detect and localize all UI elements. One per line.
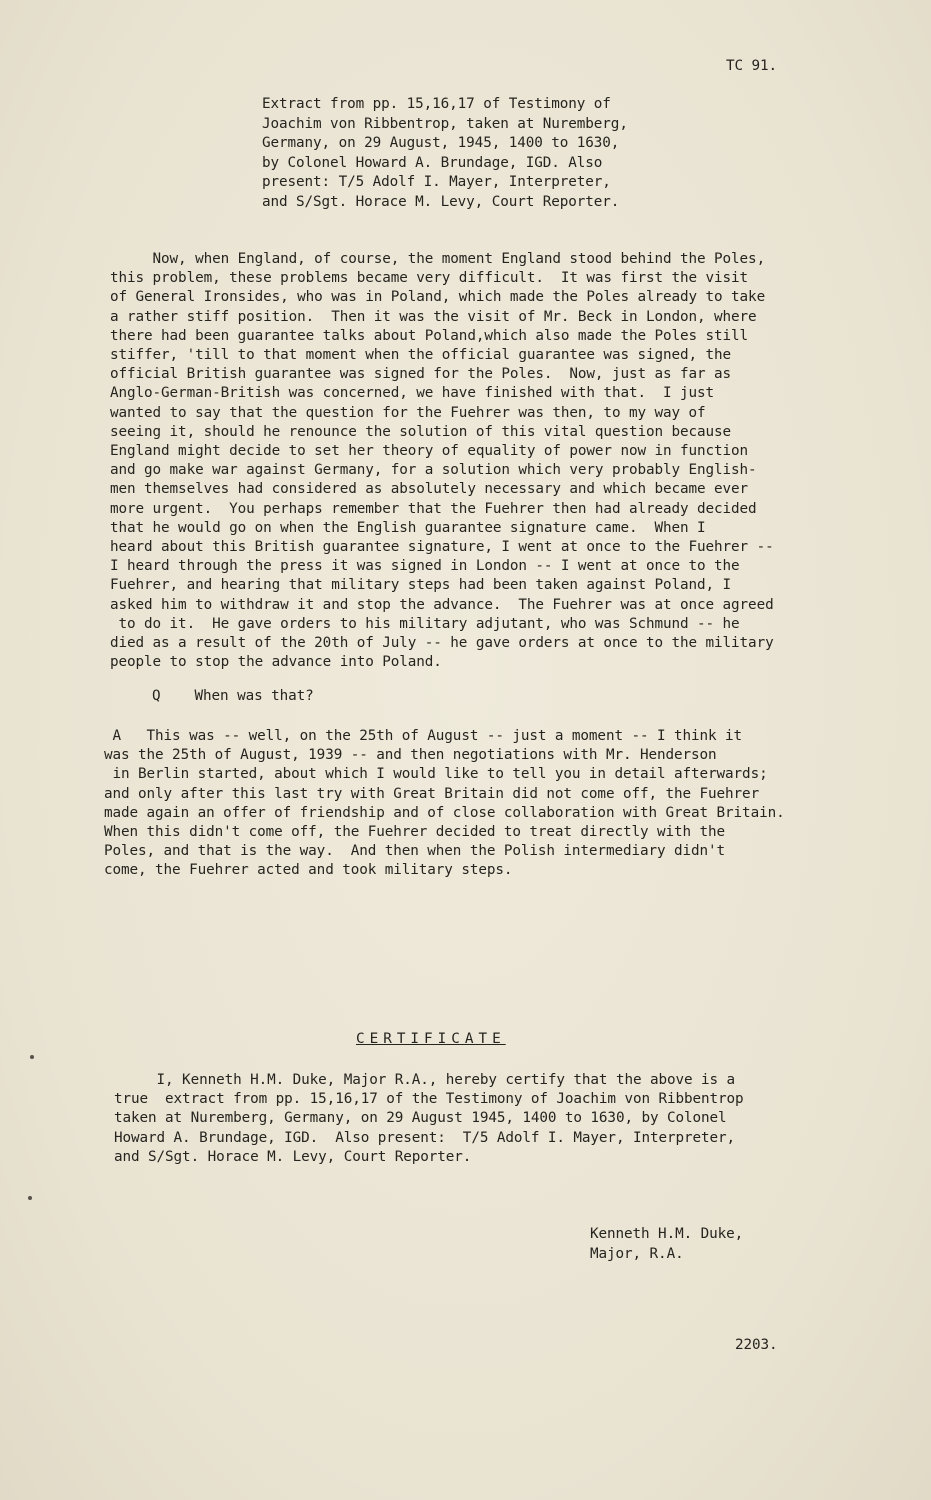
body-line: more urgent. You perhaps remember that the Fuehrer then had already decided <box>110 500 757 517</box>
certificate-line: and S/Sgt. Horace M. Levy, Court Reporter. <box>114 1148 472 1165</box>
header-line: by Colonel Howard A. Brundage, IGD. Also <box>262 154 603 171</box>
body-line: a rather stiff position. Then it was the visit of Mr. Beck in London, where <box>110 308 757 325</box>
testimony-paragraph <box>110 250 890 672</box>
answer-line: made again an offer of friendship and of close collaboration with Great Britain. <box>104 804 785 821</box>
header-line: Extract from pp. 15,16,17 of Testimony of <box>262 96 611 112</box>
body-line: seeing it, should he renounce the solution of this vital question because <box>110 423 732 440</box>
certificate-line: true extract from pp. 15,16,17 of the Testimony of Joachim von Ribbentrop <box>114 1091 744 1108</box>
answer-line: in Berlin started, about which I would like to tell you in detail afterwards; <box>104 766 768 783</box>
signature-line: Kenneth H.M. Duke, <box>590 1226 744 1242</box>
body-line: to do it. He gave orders to his military adjutant, who was Schmund -- he <box>110 615 740 632</box>
answer-line: and only after this last try with Great Britain did not come off, the Fuehrer <box>104 785 760 802</box>
question-line: Q When was that? <box>152 688 314 704</box>
body-line: England might decide to set her theory of equality of power now in function <box>110 443 749 460</box>
signature-line: Major, R.A. <box>590 1246 684 1262</box>
body-line: this problem, these problems became very difficult. It was first the visit <box>110 270 749 287</box>
body-line: of General Ironsides, who was in Poland, which made the Poles already to take <box>110 289 766 306</box>
page-number: 2203. <box>735 1337 778 1353</box>
body-line: official British guarantee was signed for the Poles. Now, just as far as <box>110 366 732 383</box>
header-line: Germany, on 29 August, 1945, 1400 to 1630, <box>262 135 620 151</box>
header-line: and S/Sgt. Horace M. Levy, Court Reporter. <box>262 193 620 210</box>
paper-speck <box>30 1055 34 1059</box>
answer-line: Poles, and that is the way. And then when the Polish intermediary didn't <box>104 843 726 860</box>
body-line: heard about this British guarantee signature, I went at once to the Fuehrer -- <box>110 539 774 556</box>
answer-line: A This was -- well, on the 25th of August -- just a moment -- I think it <box>104 728 743 744</box>
certificate-title: CERTIFICATE <box>356 1031 506 1047</box>
certificate-line: I, Kenneth H.M. Duke, Major R.A., hereby certify that the above is a <box>114 1072 736 1088</box>
body-line: men themselves had considered as absolutely necessary and which became ever <box>110 481 749 498</box>
body-line: there had been guarantee talks about Poland,which also made the Poles still <box>110 327 749 344</box>
header-line: present: T/5 Adolf I. Mayer, Interpreter, <box>262 174 611 190</box>
paper-speck <box>28 1196 32 1200</box>
header-line: Joachim von Ribbentrop, taken at Nuremberg, <box>262 115 628 132</box>
certificate-paragraph <box>114 1071 874 1167</box>
body-line: I heard through the press it was signed in London -- I went at once to the <box>110 558 740 575</box>
body-line: asked him to withdraw it and stop the advance. The Fuehrer was at once agreed <box>110 596 774 613</box>
body-line: stiffer, 'till to that moment when the official guarantee was signed, the <box>110 347 732 364</box>
body-line: Now, when England, of course, the moment England stood behind the Poles, <box>110 251 766 267</box>
answer-paragraph <box>104 727 894 881</box>
body-line: that he would go on when the English guarantee signature came. When I <box>110 519 706 536</box>
body-line: died as a result of the 20th of July -- he gave orders at once to the military <box>110 635 774 652</box>
extract-header <box>262 95 682 212</box>
certificate-line: taken at Nuremberg, Germany, on 29 August 1945, 1400 to 1630, by Colonel <box>114 1110 727 1127</box>
body-line: and go make war against Germany, for a solution which very probably English- <box>110 462 757 479</box>
body-line: Anglo-German-British was concerned, we have finished with that. I just <box>110 385 715 402</box>
signature-block <box>590 1224 743 1264</box>
body-line: wanted to say that the question for the Fuehrer was then, to my way of <box>110 404 706 421</box>
body-line: Fuehrer, and hearing that military steps had been taken against Poland, I <box>110 577 732 594</box>
body-line: people to stop the advance into Poland. <box>110 654 442 671</box>
answer-line: come, the Fuehrer acted and took military steps. <box>104 862 513 879</box>
certificate-line: Howard A. Brundage, IGD. Also present: T/5 Adolf I. Mayer, Interpreter, <box>114 1129 736 1146</box>
answer-line: was the 25th of August, 1939 -- and then negotiations with Mr. Henderson <box>104 747 717 764</box>
answer-line: When this didn't come off, the Fuehrer decided to treat directly with the <box>104 824 726 841</box>
document-reference: TC 91. <box>726 58 778 74</box>
